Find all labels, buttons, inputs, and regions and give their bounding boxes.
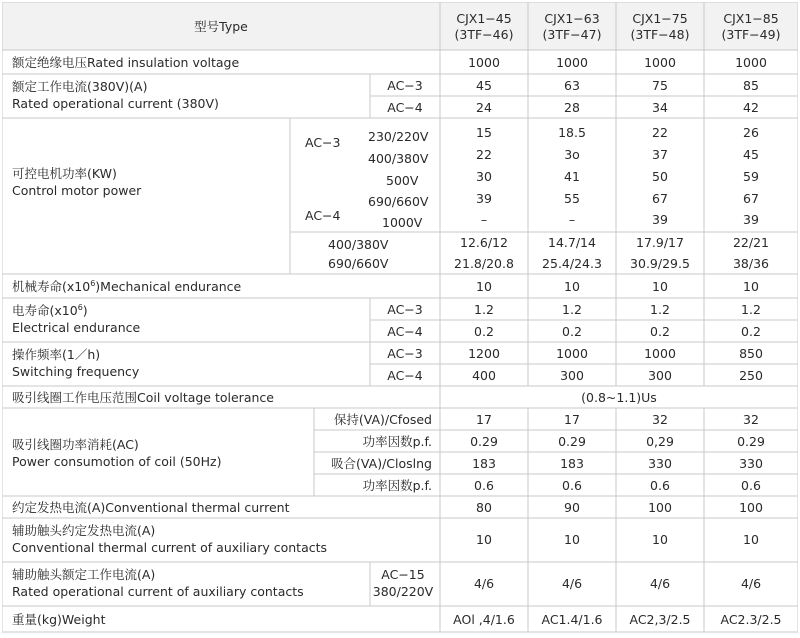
motor-power-r4-v2: 55 [564, 191, 580, 206]
thermal-value-2: 90 [564, 500, 580, 515]
op-current-cat-ac4: AC−4 [387, 100, 423, 115]
motor-power-r1-v1: 15 [476, 125, 492, 140]
header-model-1-line2: (3TF−46) [454, 27, 514, 42]
motor-power-ex2-v1: 21.8/20.8 [454, 256, 514, 271]
op-current-ac3-value-4: 85 [743, 78, 759, 93]
header-model-3-line2: (3TF−48) [630, 27, 690, 42]
coil-r3-value-2: 183 [560, 456, 584, 471]
coil-consumption-cat-3: 吸合(VA)/Closlng [331, 456, 432, 471]
switching-ac4-value-4: 250 [739, 368, 763, 383]
header-model-cell-2 [528, 2, 616, 50]
elec-endurance-ac3-value-4: 1.2 [741, 302, 761, 317]
motor-power-ex1-v1: 12.6/12 [460, 235, 508, 250]
header-model-4-line1: CJX1−85 [723, 11, 779, 26]
coil-r1-value-1: 17 [476, 412, 492, 427]
switching-cat-ac4: AC−4 [387, 368, 423, 383]
switching-ac4-value-3: 300 [648, 368, 672, 383]
aux-operational-value-2: 4/6 [561, 576, 583, 591]
motor-power-r2-v4: 45 [743, 147, 759, 162]
switching-label-en: Switching frequency [12, 364, 140, 379]
motor-power-r5-v1: – [480, 212, 488, 227]
switching-ac3-value-2: 1000 [556, 346, 588, 361]
insulation-label: 额定绝缘电压Rated insulation voltage [12, 55, 240, 70]
coil-r2-value-3: 0,29 [646, 434, 674, 449]
coil-consumption-cat-1: 保持(VA)/Cfosed [333, 412, 432, 427]
spec-table [2, 2, 798, 636]
motor-power-volt-2: 400/380V [368, 151, 429, 166]
coil-consumption-cat-2: 功率因数p.f. [362, 434, 432, 449]
motor-power-volt-4: 690/660V [368, 194, 429, 209]
motor-power-r4-v4: 67 [743, 191, 759, 206]
aux-thermal-label-en: Conventional thermal current of auxiliary contacts [12, 540, 328, 555]
aux-operational-label-cn: 辅助触头额定工作电流(A) [12, 567, 156, 582]
motor-power-r1-v4: 26 [743, 125, 759, 140]
coil-consumption-cat-4: 功率因数p.f. [362, 478, 432, 493]
motor-power-volt-5: 1000V [382, 215, 423, 230]
aux-thermal-value-2: 10 [564, 532, 580, 547]
weight-value-4: AC2.3/2.5 [720, 612, 782, 627]
aux-operational-value-3: 4/6 [649, 576, 671, 591]
coil-r4-value-4: 0.6 [741, 478, 761, 493]
weight-value-2: AC1.4/1.6 [541, 612, 603, 627]
op-current-label-cn: 额定工作电流(380V)(A) [12, 79, 148, 94]
motor-power-ex1-v4: 22/21 [732, 235, 770, 250]
thermal-value-4: 100 [739, 500, 763, 515]
header-type-label: 型号Type [194, 19, 248, 34]
coil-tolerance-label: 吸引线圈工作电压范围Coil voltage tolerance [12, 390, 274, 405]
motor-power-extra-volt-2: 690/660V [328, 256, 389, 271]
weight-value-3: AC2,3/2.5 [629, 612, 691, 627]
header-model-cell-3 [616, 2, 704, 50]
coil-r2-value-4: 0.29 [737, 434, 765, 449]
header-model-cell-4 [704, 2, 798, 50]
coil-consumption-label-en: Power consumotion of coil (50Hz) [12, 454, 222, 469]
coil-r3-value-3: 330 [648, 456, 672, 471]
elec-endurance-ac3-value-2: 1.2 [562, 302, 582, 317]
weight-label: 重量(kg)Weight [12, 612, 106, 627]
op-current-label-en: Rated operational current (380V) [12, 96, 219, 111]
aux-operational-cat-2: 380/220V [372, 584, 434, 599]
aux-operational-value-1: 4/6 [473, 576, 495, 591]
coil-r4-value-2: 0.6 [562, 478, 582, 493]
header-model-3-line1: CJX1−75 [632, 11, 688, 26]
motor-power-r2-v3: 37 [652, 147, 668, 162]
aux-thermal-value-3: 10 [652, 532, 668, 547]
op-current-ac3-value-2: 63 [564, 78, 580, 93]
motor-power-ex1-v2: 14.7/14 [548, 235, 596, 250]
mech-endurance-value-2: 10 [564, 279, 580, 294]
header-model-2-line1: CJX1−63 [544, 11, 600, 26]
coil-r1-value-4: 32 [743, 412, 759, 427]
elec-endurance-ac3-value-3: 1.2 [650, 302, 670, 317]
op-current-ac4-value-3: 34 [652, 100, 668, 115]
aux-operational-label-en: Rated operational current of auxiliary contacts [12, 584, 304, 599]
motor-power-r4-v3: 67 [652, 191, 668, 206]
motor-power-label-en: Control motor power [12, 183, 142, 198]
coil-r2-value-1: 0.29 [470, 434, 498, 449]
coil-consumption-label-cell [2, 408, 314, 496]
motor-power-r3-v2: 41 [564, 169, 580, 184]
header-model-2-line2: (3TF−47) [542, 27, 602, 42]
op-current-ac3-value-3: 75 [652, 78, 668, 93]
coil-r2-value-2: 0.29 [558, 434, 586, 449]
motor-power-cat-ac3: AC−3 [305, 135, 341, 150]
insulation-value-4: 1000 [735, 55, 767, 70]
header-model-1-line1: CJX1−45 [456, 11, 512, 26]
switching-label-cn: 操作频率(1／h) [12, 347, 101, 362]
op-current-ac3-value-1: 45 [476, 78, 492, 93]
aux-operational-value-4: 4/6 [740, 576, 762, 591]
motor-power-label-cn: 可控电机功率(KW) [12, 166, 117, 181]
weight-value-1: AOl ,4/1.6 [453, 612, 515, 627]
motor-power-volt-1: 230/220V [368, 129, 429, 144]
coil-r3-value-4: 330 [739, 456, 763, 471]
switching-ac3-value-1: 1200 [468, 346, 500, 361]
switching-ac3-value-4: 850 [739, 346, 763, 361]
elec-endurance-ac4-value-3: 0.2 [650, 324, 670, 339]
motor-power-r5-v2: – [568, 212, 576, 227]
elec-endurance-label-en: Electrical endurance [12, 320, 141, 335]
coil-tolerance-value: (0.8~1.1)Us [581, 390, 657, 405]
coil-r4-value-3: 0.6 [650, 478, 670, 493]
switching-ac4-value-2: 300 [560, 368, 584, 383]
elec-endurance-cat-ac3: AC−3 [387, 302, 423, 317]
motor-power-r3-v1: 30 [476, 169, 492, 184]
aux-thermal-value-1: 10 [476, 532, 492, 547]
mech-endurance-value-3: 10 [652, 279, 668, 294]
motor-power-r3-v3: 50 [652, 169, 668, 184]
aux-thermal-value-4: 10 [743, 532, 759, 547]
coil-consumption-label-cn: 吸引线圈功率消耗(AC) [12, 437, 139, 452]
motor-power-r3-v4: 59 [743, 169, 759, 184]
elec-endurance-cat-ac4: AC−4 [387, 324, 423, 339]
motor-power-r2-v1: 22 [476, 147, 492, 162]
motor-power-ex2-v4: 38/36 [732, 256, 770, 271]
insulation-value-1: 1000 [468, 55, 500, 70]
elec-endurance-ac4-value-1: 0.2 [474, 324, 494, 339]
aux-operational-cat-1: AC−15 [381, 567, 425, 582]
motor-power-r5-v4: 39 [743, 212, 759, 227]
motor-power-ex2-v3: 30.9/29.5 [630, 256, 690, 271]
motor-power-r1-v2: 18.5 [558, 125, 586, 140]
coil-r1-value-3: 32 [652, 412, 668, 427]
switching-ac4-value-1: 400 [472, 368, 496, 383]
switching-cat-ac3: AC−3 [387, 346, 423, 361]
motor-power-r4-v1: 39 [476, 191, 492, 206]
coil-r4-value-1: 0.6 [474, 478, 494, 493]
elec-endurance-label-cn: 电寿命$(x10^6)$ [12, 303, 88, 318]
header-model-4-line2: (3TF−49) [721, 27, 781, 42]
switching-ac3-value-3: 1000 [644, 346, 676, 361]
op-current-ac4-value-4: 42 [743, 100, 759, 115]
motor-power-ex2-v2: 25.4/24.3 [542, 256, 602, 271]
elec-endurance-ac3-value-1: 1.2 [474, 302, 494, 317]
thermal-label: 约定发热电流(A)Conventional thermal current [12, 500, 290, 515]
mech-endurance-value-1: 10 [476, 279, 492, 294]
mech-endurance-value-4: 10 [743, 279, 759, 294]
elec-endurance-ac4-value-4: 0.2 [741, 324, 761, 339]
motor-power-cat-ac4: AC−4 [305, 208, 341, 223]
header-model-cell-1 [440, 2, 528, 50]
motor-power-volt-3: 500V [386, 173, 419, 188]
op-current-ac4-value-2: 28 [564, 100, 580, 115]
aux-thermal-label-cn: 辅助触头约定发热电流(A) [12, 523, 156, 538]
thermal-value-1: 80 [476, 500, 492, 515]
insulation-value-2: 1000 [556, 55, 588, 70]
coil-r3-value-1: 183 [472, 456, 496, 471]
motor-power-extra-volt-1: 400/380V [328, 237, 389, 252]
mech-endurance-label: 机械寿命$(x10^6)Mechanical$ endurance [12, 279, 242, 294]
motor-power-r5-v3: 39 [652, 212, 668, 227]
thermal-value-3: 100 [648, 500, 672, 515]
insulation-value-3: 1000 [644, 55, 676, 70]
op-current-cat-ac3: AC−3 [387, 78, 423, 93]
coil-r1-value-2: 17 [564, 412, 580, 427]
op-current-ac4-value-1: 24 [476, 100, 492, 115]
motor-power-r2-v2: 3o [564, 147, 580, 162]
motor-power-ex1-v3: 17.9/17 [636, 235, 684, 250]
motor-power-r1-v3: 22 [652, 125, 668, 140]
elec-endurance-ac4-value-2: 0.2 [562, 324, 582, 339]
